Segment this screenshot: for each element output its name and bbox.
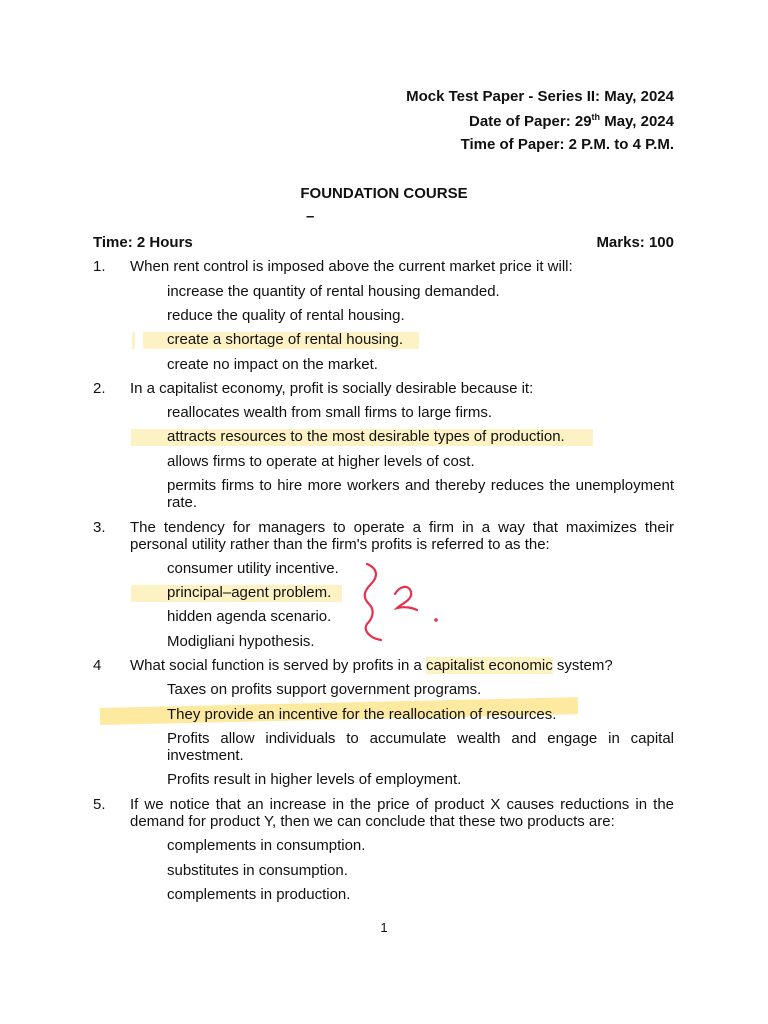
q5-option-1: complements in consumption.	[167, 837, 366, 854]
q2-option-2-highlighted: attracts resources to the most desirable types of production.	[167, 428, 565, 445]
q2-option-3: allows firms to operate at higher levels of cost.	[167, 453, 475, 470]
q1-option-4: create no impact on the market.	[167, 356, 378, 373]
page-number: 1	[380, 920, 388, 935]
q4-option-2-highlighted: They provide an incentive for the reallocation of resources.	[167, 706, 557, 723]
time-allowed: Time: 2 Hours	[93, 234, 193, 251]
q4-option-1: Taxes on profits support government programs.	[167, 681, 482, 698]
question-number: 3.	[93, 519, 106, 536]
course-dash: –	[306, 208, 315, 225]
q3-option-1: consumer utility incentive.	[167, 560, 339, 577]
paper-date: Date of Paper: 29th May, 2024	[469, 112, 674, 130]
course-title: FOUNDATION COURSE	[300, 185, 468, 202]
q4-option-4: Profits result in higher levels of employment.	[167, 771, 462, 788]
question-text: When rent control is imposed above the current market price it will:	[130, 258, 573, 275]
q5-option-3: complements in production.	[167, 886, 351, 903]
question-text: If we notice that an increase in the price of product X causes reductions in the demand for product Y, then we can conclude that these two products are:	[130, 796, 674, 830]
question-number: 5.	[93, 796, 106, 813]
q1-option-3-highlighted: create a shortage of rental housing.	[167, 331, 403, 348]
question-number: 1.	[93, 258, 106, 275]
time-marks-row	[93, 234, 674, 251]
question-text: In a capitalist economy, profit is socially desirable because it:	[130, 380, 534, 397]
q3-option-4: Modigliani hypothesis.	[167, 633, 315, 650]
highlight-mark	[132, 332, 135, 349]
q2-option-4: permits firms to hire more workers and thereby reduces the unemployment rate.	[167, 477, 674, 511]
q1-option-1: increase the quantity of rental housing demanded.	[167, 283, 500, 300]
paper-time: Time of Paper: 2 P.M. to 4 P.M.	[460, 136, 674, 153]
highlighted-phrase: capitalist economic	[425, 657, 553, 674]
total-marks: Marks: 100	[596, 234, 674, 251]
q2-option-1: reallocates wealth from small firms to large firms.	[167, 404, 493, 421]
q5-option-2: substitutes in consumption.	[167, 862, 348, 879]
q4-option-3: Profits allow individuals to accumulate wealth and engage in capital investment.	[167, 730, 674, 764]
question-number: 4	[93, 657, 102, 674]
q3-option-2-highlighted: principal–agent problem.	[167, 584, 332, 601]
q3-option-3: hidden agenda scenario.	[167, 608, 332, 625]
q1-option-2: reduce the quality of rental housing.	[167, 307, 405, 324]
question-number: 2.	[93, 380, 106, 397]
paper-series-title: Mock Test Paper - Series II: May, 2024	[406, 88, 674, 105]
question-text: The tendency for managers to operate a firm in a way that maximizes their personal utility rather than the firm's profits is referred to as the:	[130, 519, 674, 553]
handwritten-annotation-icon	[355, 558, 445, 648]
question-text: What social function is served by profits in a capitalist economic system?	[130, 657, 613, 674]
